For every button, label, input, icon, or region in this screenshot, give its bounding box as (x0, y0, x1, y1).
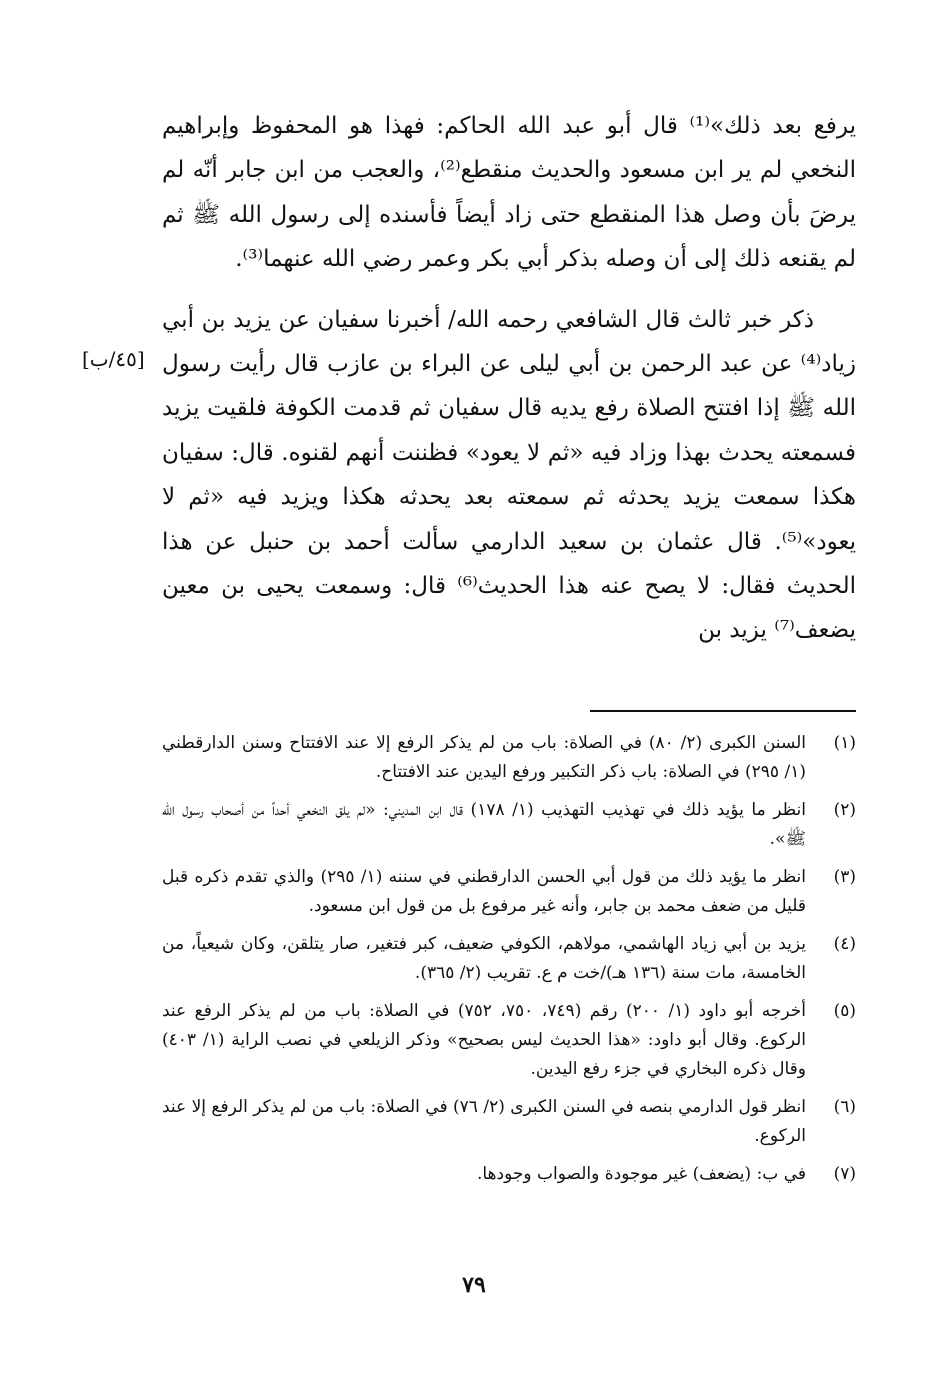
footnote-separator (590, 710, 856, 712)
footnote-text: أخرجه أبو داود (١/ ٢٠٠) رقم (٧٤٩، ٧٥٠، ٧٥٢) في الصلاة: باب من لم يذكر الرفع عند الركوع. وقال أبو داود: «هذا الحديث ليس بصحيح» وذكر الزيلعي في نصب الراية (١/ ٤٠٣) وقال ذكره البخاري في جزء رفع اليدين. (162, 1001, 807, 1079)
footnote-text: انظر ما يؤيد ذلك في تهذيب التهذيب (١/ ١٧٨) قال ابن المديني: «لم يلق النخعي أحداً من أصحاب رسول الله ﷺ». (162, 800, 807, 849)
manuscript-folio-marker: [٤٥/ب] (82, 347, 145, 371)
footnote-7 (162, 1160, 856, 1189)
footnote-text: انظر ما يؤيد ذلك من قول أبي الحسن الدارقطني في سننه (١/ ٢٩٥) والذي تقدم ذكره قبل قليل من ضعف محمد بن جابر، وأنه غير مرفوع بل من قول ابن مسعود. (162, 867, 807, 916)
footnote-3 (162, 863, 856, 921)
footnote-6 (162, 1093, 856, 1151)
footnotes-section (162, 729, 856, 1198)
footnote-number: (٣) (833, 867, 856, 887)
page-number: ٧٩ (462, 1272, 486, 1298)
footnote-text: انظر قول الدارمي بنصه في السنن الكبرى (٢/ ٧٦) في الصلاة: باب من لم يذكر الرفع إلا عند الركوع. (162, 1097, 806, 1146)
main-text (162, 104, 856, 653)
footnote-text: السنن الكبرى (٢/ ٨٠) في الصلاة: باب من لم يذكر الرفع إلا عند الافتتاح وسنن الدارقطني (١/ ٢٩٥) في الصلاة: باب ذكر التكبير ورفع اليدين عند الافتتاح. (162, 733, 807, 782)
footnote-text: في ب: (يضعف) غير موجودة والصواب وجودها. (476, 1164, 806, 1184)
footnote-4 (162, 930, 856, 988)
footnote-text: يزيد بن أبي زياد الهاشمي، مولاهم، الكوفي ضعيف، كبر فتغير، صار يتلقن، وكان شيعياً، من الخامسة، مات سنة (١٣٦ هـ)/خت م ع. تقريب (٢/ ٣٦٥). (162, 934, 806, 983)
footnote-5 (162, 997, 856, 1084)
footnote-number: (٢) (833, 800, 856, 820)
footnote-2 (162, 796, 856, 854)
footnote-number: (٤) (833, 934, 856, 954)
paragraph-2: ذكر خبر ثالث قال الشافعي رحمه الله/ أخبرنا سفيان عن يزيد بن أبي زياد⁽⁴⁾ عن عبد الرحمن بن أبي ليلى عن البراء بن عازب قال رأيت رسول الله ﷺ إذا افتتح الصلاة رفع يديه قال سفيان ثم قدمت الكوفة فلقيت يزيد فسمعته يحدث بهذا وزاد فيه «ثم لا يعود» فظننت أنهم لقنوه. قال: سفيان هكذا سمعت يزيد يحدثه ثم سمعته بعد يحدثه هكذا ويزيد فيه «ثم لا يعود»⁽⁵⁾. قال عثمان بن سعيد الدارمي سألت أحمد بن حنبل عن هذا الحديث فقال: لا يصح عنه هذا الحديث⁽⁶⁾ قال: وسمعت يحيى بن معين يضعف⁽⁷⁾ يزيد بن (162, 306, 856, 644)
paragraph-1: يرفع بعد ذلك»⁽¹⁾ قال أبو عبد الله الحاكم: فهذا هو المحفوظ وإبراهيم النخعي لم ير ابن مسعود والحديث منقطع⁽²⁾، والعجب من ابن جابر أنّه لم يرضَ بأن وصل هذا المنقطع حتى زاد أيضاً فأسنده إلى رسول الله ﷺ ثم لم يقنعه ذلك إلى أن وصله بذكر أبي بكر وعمر رضي الله عنهما⁽³⁾. (162, 113, 856, 273)
footnote-number: (٥) (833, 1001, 856, 1021)
footnote-1 (162, 729, 856, 787)
footnote-number: (٧) (833, 1164, 856, 1184)
footnote-number: (٦) (833, 1097, 856, 1117)
footnote-number: (١) (833, 733, 856, 753)
